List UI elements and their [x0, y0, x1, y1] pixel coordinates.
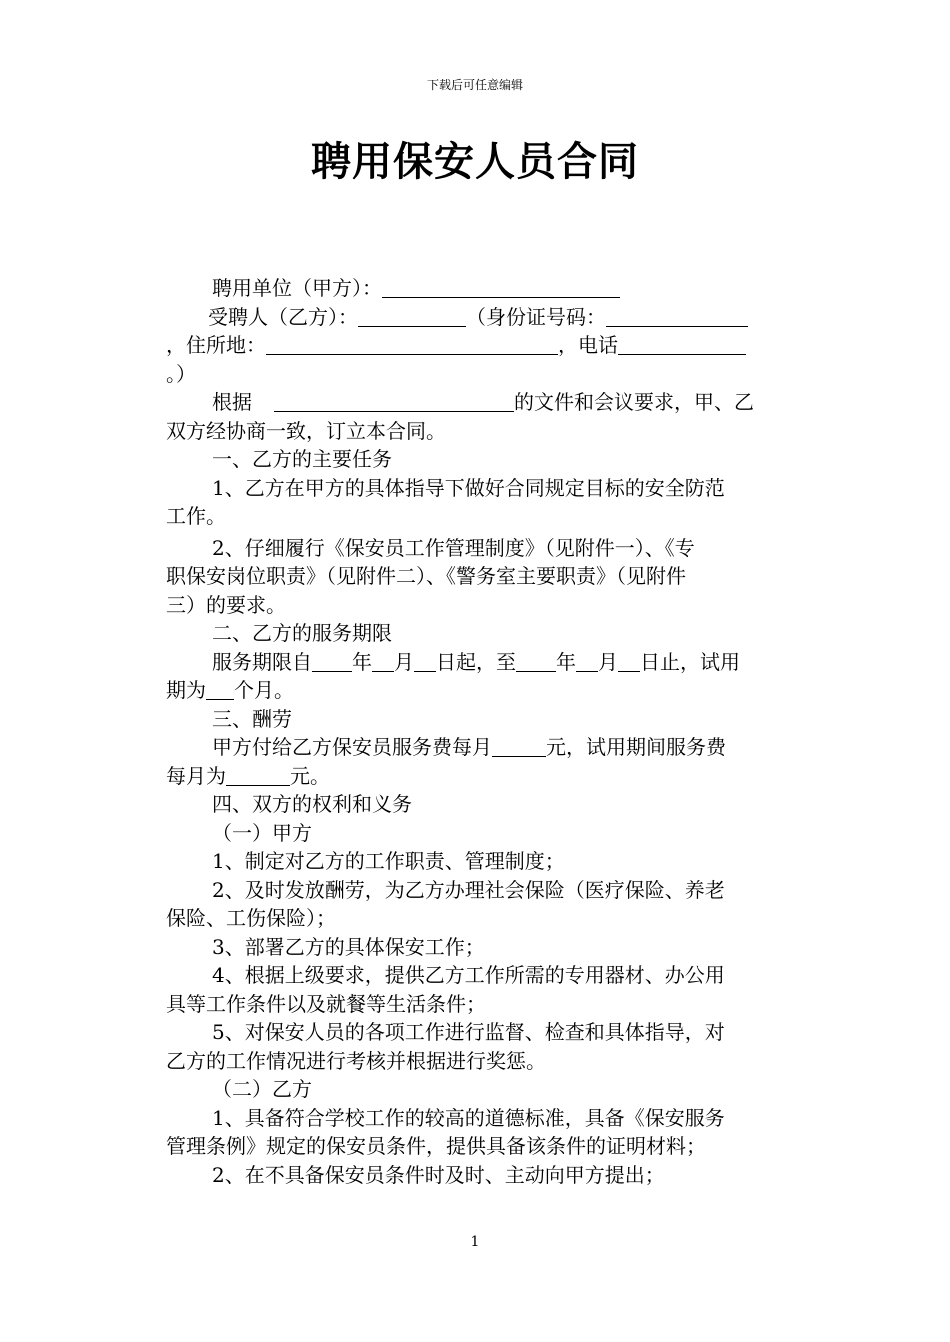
party-a-duty-2-b: 保险、工伤保险）；: [166, 906, 336, 930]
probation-fee-label: 元，试用期间服务费: [546, 735, 726, 759]
section-1-item-1-a: 1、乙方在甲方的具体指导下做好合同规定目标的安全防范: [212, 475, 725, 500]
salary-label: 甲方付给乙方保安员服务费每月: [212, 735, 492, 759]
phone-blank[interactable]: [618, 334, 746, 355]
party-b-duties-heading: （二）乙方: [212, 1077, 312, 1101]
salary-line: [166, 733, 786, 762]
party-b-close: 。）: [166, 361, 196, 386]
party-a-duties-heading: （一）甲方: [212, 820, 312, 845]
basis-document-blank[interactable]: [274, 391, 514, 412]
party-a-duty-5-b: 乙方的工作情况进行考核并根据进行奖惩。: [166, 1048, 546, 1073]
end-month-blank[interactable]: [576, 651, 598, 672]
section-3-heading: 三、酬劳: [212, 706, 292, 731]
id-number-blank[interactable]: [606, 306, 748, 327]
section-1-item-2-b: 职保安岗位职责》（见附件二）、《警务室主要职责》（见附件: [166, 564, 686, 588]
party-b-duty-1-a: 1、具备符合学校工作的较高的道德标准，具备《保安服务: [212, 1105, 725, 1130]
contract-body: [166, 274, 786, 1189]
year-label: 年: [556, 649, 576, 674]
probation-label: 期为: [166, 678, 206, 702]
monthly-label: 每月为: [166, 763, 226, 788]
party-b-label: 受聘人（乙方）：: [208, 304, 358, 329]
basis-line-2: 双方经协商一致，订立本合同。: [166, 418, 446, 443]
party-a-line: [166, 274, 786, 303]
end-day-blank[interactable]: [618, 651, 640, 672]
party-b-duty-2: 2、在不具备保安员条件时及时、主动向甲方提出；: [212, 1162, 665, 1187]
service-period-label: 服务期限自: [212, 649, 312, 674]
party-a-duty-4-a: 4、根据上级要求，提供乙方工作所需的专用器材、办公用: [212, 963, 725, 987]
party-a-duty-2-a: 2、及时发放酬劳，为乙方办理社会保险（医疗保险、养老: [212, 877, 725, 902]
section-1-heading: 一、乙方的主要任务: [212, 447, 392, 471]
header-note: 下载后可任意编辑: [426, 78, 523, 92]
party-b-line: [166, 303, 786, 332]
party-a-duty-4-b: 具等工作条件以及就餐等生活条件；: [166, 991, 486, 1016]
party-a-duty-3: 3、部署乙方的具体保安工作；: [212, 934, 485, 959]
address-label: ，住所地：: [166, 333, 266, 357]
phone-label: ，电话: [558, 333, 618, 357]
address-blank[interactable]: [266, 334, 558, 355]
start-month-blank[interactable]: [372, 651, 394, 672]
section-1-item-2-c: 三）的要求。: [166, 592, 286, 617]
probation-fee-blank[interactable]: [226, 765, 290, 786]
section-1-item-1-b: 工作。: [166, 504, 226, 528]
basis-line: [166, 388, 786, 417]
day-from-label: 日起，至: [436, 649, 516, 674]
month-label: 月: [598, 649, 618, 674]
probation-months-blank[interactable]: [206, 679, 234, 700]
months-label: 个月。: [234, 678, 294, 702]
end-year-blank[interactable]: [516, 651, 556, 672]
party-a-label: 聘用单位（甲方）：: [212, 276, 382, 300]
section-4-heading: 四、双方的权利和义务: [212, 792, 412, 816]
month-label: 月: [394, 649, 414, 674]
basis-prefix: 根据: [212, 390, 252, 414]
party-a-blank[interactable]: [382, 277, 620, 298]
page-number: 1: [470, 1234, 480, 1250]
day-to-label: 日止，试用: [640, 649, 740, 674]
probation-fee-line: [166, 762, 786, 791]
service-period-line: [166, 648, 786, 677]
probation-line: [166, 676, 786, 705]
party-a-duty-5-a: 5、对保安人员的各项工作进行监督、检查和具体指导，对: [212, 1020, 725, 1044]
monthly-fee-blank[interactable]: [492, 736, 546, 757]
party-a-duty-1: 1、制定对乙方的工作职责、管理制度；: [212, 849, 565, 873]
section-2-heading: 二、乙方的服务期限: [212, 621, 392, 645]
section-1-item-2-a: 2、仔细履行《保安员工作管理制度》（见附件一）、《专: [212, 535, 695, 560]
year-label: 年: [352, 649, 372, 674]
party-b-name-blank[interactable]: [358, 306, 466, 327]
party-b-duty-1-b: 管理条例》规定的保安员条件，提供具备该条件的证明材料；: [166, 1134, 706, 1158]
address-line: [166, 331, 786, 360]
yuan-label: 元。: [290, 763, 330, 788]
start-day-blank[interactable]: [414, 651, 436, 672]
page-title: 聘用保安人员合同: [311, 138, 639, 185]
id-label: （身份证号码：: [466, 304, 606, 329]
basis-suffix: 的文件和会议要求，甲、乙: [514, 390, 754, 414]
start-year-blank[interactable]: [312, 651, 352, 672]
